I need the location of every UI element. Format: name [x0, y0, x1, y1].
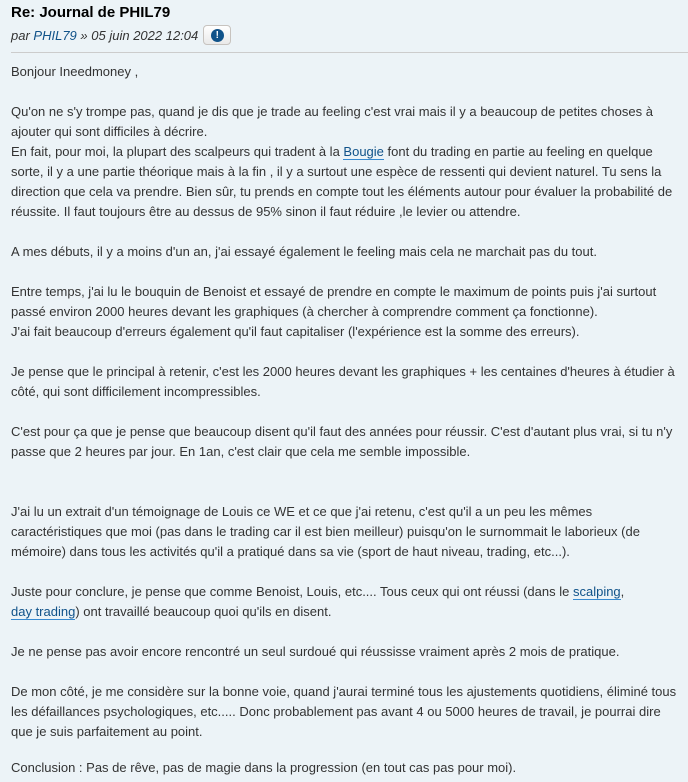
paragraph-4: Je pense que le principal à retenir, c'est les 2000 heures devant les graphiques + les centaines d'heures à étudier à côté, qui sont difficilement incompressibles.: [11, 364, 675, 399]
author-separator: »: [80, 27, 88, 43]
paragraph-1-line-1: Qu'on ne s'y trompe pas, quand je dis que je trade au feeling c'est vrai mais il y a beaucoup de petites choses à ajouter qui sont difficiles à décrire.: [11, 104, 653, 139]
greeting: Bonjour Ineedmoney ,: [11, 64, 139, 79]
exclamation-circle-icon: !: [211, 29, 224, 42]
paragraph-8: Je ne pense pas avoir encore rencontré un seul surdoué qui réussisse vraiment après 2 mois de pratique.: [11, 644, 620, 659]
paragraph-3-line-2: J'ai fait beaucoup d'erreurs également qu'il faut capitaliser (l'expérience est la somme des erreurs).: [11, 324, 580, 339]
paragraph-5: C'est pour ça que je pense que beaucoup disent qu'il faut des années pour réussir. C'est d'autant plus vrai, si tu n'y passe que 2 heures par jour. En 1an, c'est clair que cela me semble impossible.: [11, 424, 673, 459]
paragraph-3-line-1: Entre temps, j'ai lu le bouquin de Benoist et essayé de prendre en compte le maximum de points puis j'ai surtout passé environ 2000 heures devant les graphiques (à chercher à comprendre comment ça fonctionne).: [11, 284, 657, 319]
report-button[interactable]: [203, 25, 231, 45]
divider: [11, 52, 688, 53]
paragraph-2: A mes débuts, il y a moins d'un an, j'ai essayé également le feeling mais cela ne marchait pas du tout.: [11, 244, 597, 259]
paragraph-6: J'ai lu un extrait d'un témoignage de Louis ce WE et ce que j'ai retenu, c'est qu'il a un peu les mêmes caractéristiques que moi (pas dans le trading car il est bien meilleur) puisqu'on le surnommait le laborieux (de mémoire) dans tous les activités qu'il a pratiqué dans sa vie (sport de haut niveau, trading, etc...).: [11, 504, 640, 559]
paragraph-7: [11, 582, 681, 622]
paragraph-10: Conclusion : Pas de rêve, pas de magie dans la progression (en tout cas pas pour moi).: [11, 760, 517, 775]
paragraph-7-text-b: ) ont travaillé beaucoup quoi qu'ils en disent.: [75, 604, 332, 619]
bougie-link[interactable]: Bougie: [343, 144, 384, 159]
scalping-link[interactable]: scalping: [572, 584, 621, 599]
post-author-line: [11, 25, 231, 45]
day-trading-link[interactable]: day trading: [11, 604, 76, 619]
paragraph-1-text-a: En fait, pour moi, la plupart des scalpeurs qui tradent à la: [11, 144, 344, 159]
paragraph-1-text-b: font du trading en partie au feeling en quelque sorte, il y a une partie théorique mais à la fin , il y a surtout une espèce de ressenti qui devient naturel. Tu sens la direction que cela va prendre. Bien sûr, tu prends en compte tout les éléments autour pour évaluer la probabilité de réussite. Il faut toujours être au dessus de 95% sinon il faut réduire ,le levier ou attendre.: [11, 144, 673, 219]
author-link[interactable]: PHIL79: [33, 27, 77, 43]
post-content: [11, 62, 681, 775]
paragraph-9: De mon côté, je me considère sur la bonne voie, quand j'aurai terminé tous les ajustements quotidiens, éliminé tous les défaillances psychologiques, etc..... Donc probablement pas avant 4 ou 5000 heures de travail, je pourrai dire que je suis parfaitement au point.: [11, 684, 677, 739]
paragraph-1: [11, 102, 681, 222]
paragraph-3: [11, 282, 681, 342]
paragraph-7-text-a: Juste pour conclure, je pense que comme Benoist, Louis, etc.... Tous ceux qui ont réussi (dans le: [11, 584, 573, 599]
author-prefix: par: [11, 27, 30, 43]
post-date: 05 juin 2022 12:04: [91, 27, 199, 43]
post-title: Re: Journal de PHIL79: [11, 4, 171, 21]
paragraph-7-comma: ,: [620, 584, 625, 599]
